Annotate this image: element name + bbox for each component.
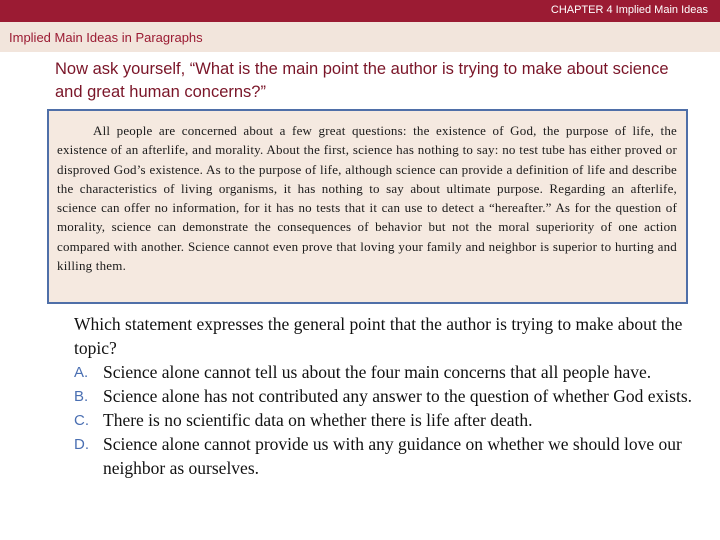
option-letter: B. [74,388,89,405]
chapter-label: CHAPTER 4 Implied Main Ideas [550,4,708,16]
option-c[interactable] [74,408,704,432]
section-title: Implied Main Ideas in Paragraphs [9,30,203,45]
passage-box [47,109,688,304]
option-text: Science alone cannot tell us about the four main concerns that all people have. [103,362,652,382]
chapter-header-bar [0,0,720,22]
option-text: There is no scientific data on whether there is life after death. [103,410,533,430]
option-text: Science alone has not contributed any answer to the question of whether God exists. [103,386,693,406]
question-area [74,312,704,480]
reading-prompt: Now ask yourself, “What is the main point the author is trying to make about science and great human concerns?” [55,60,669,101]
option-a[interactable] [74,360,704,384]
option-text: Science alone cannot provide us with any guidance on whether we should love our neighbor as ourselves. [103,434,682,478]
option-b[interactable] [74,384,704,408]
option-letter: A. [74,364,89,381]
option-d[interactable] [74,432,704,480]
section-header-bar [0,22,720,52]
passage-text: All people are concerned about a few great questions: the existence of God, the purpose of life, the existence of an afterlife, and morality. About the first, science has nothing to say: no test tube has either proved or disproved God’s existence. As to the purpose of life, although science can provide a definition of life and describe the characteristics of living organisms, it has nothing to say about ultimate purpose. Regarding an afterlife, science can offer no information, for it has no tests that it can use to detect a “hereafter.” As for the question of morality, science can demonstrate the consequences of behavior but not the moral superiority of one action compared with another. Science cannot even prove that loving your family and neighbor is superior to hurting and killing them. [57,123,677,274]
option-letter: C. [74,412,89,429]
question-text: Which statement expresses the general point that the author is trying to make about the topic? [74,314,683,358]
option-letter: D. [74,436,89,453]
